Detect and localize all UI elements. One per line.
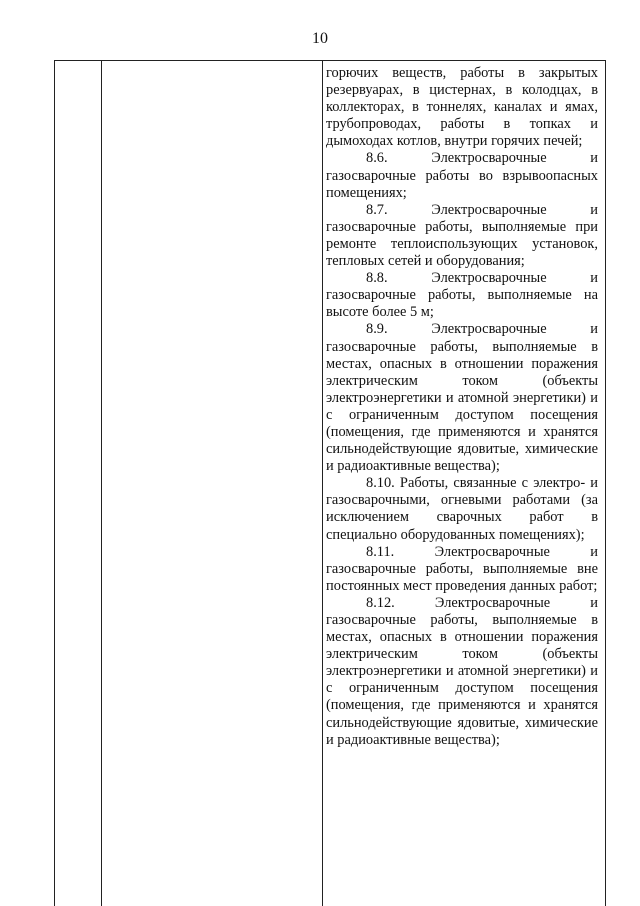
column-divider bbox=[101, 61, 102, 906]
work-item-continuation: горючих веществ, работы в закрытых резервуарах, в цистернах, в колодцах, в коллекторах, в тоннелях, каналах и ямах, трубопроводах, работы в топках и дымоходах котлов, внутри горячих печей; bbox=[326, 65, 598, 150]
work-item-8-11: 8.11. Электросварочные и газосварочные работы, выполняемые вне постоянных мест проведения данных работ; bbox=[326, 543, 598, 594]
work-item-8-10: 8.10. Работы, связанные с электро- и газосварочными, огневыми работами (за исключением сварочных работ в специально оборудованных помещениях); bbox=[326, 475, 598, 543]
work-item-8-9: 8.9. Электросварочные и газосварочные работы, выполняемые в местах, опасных в отношении поражения электрическим током (объекты электроэнергетики и атомной энергетики) и с ограниченным доступом посещения (помещения, где применяются и хранятся сильнодействующие ядовитые, химические и радиоактивные вещества); bbox=[326, 321, 598, 475]
work-item-8-6: 8.6. Электросварочные и газосварочные работы во взрывоопасных помещениях; bbox=[326, 150, 598, 201]
work-item-8-7: 8.7. Электросварочные и газосварочные работы, выполняемые при ремонте теплоиспользующих установок, тепловых сетей и оборудования; bbox=[326, 201, 598, 270]
document-table bbox=[54, 60, 606, 906]
work-item-8-8: 8.8. Электросварочные и газосварочные работы, выполняемые на высоте более 5 м; bbox=[326, 270, 598, 321]
work-list-column bbox=[326, 65, 598, 749]
work-item-8-12: 8.12. Электросварочные и газосварочные работы, выполняемые в местах, опасных в отношении поражения электрическим током (объекты электроэнергетики и атомной энергетики) и с ограниченным доступом посещения (помещения, где применяются и хранятся сильнодействующие ядовитые, химические и радиоактивные вещества); bbox=[326, 594, 598, 748]
column-divider bbox=[322, 61, 323, 906]
page-number: 10 bbox=[312, 30, 328, 47]
